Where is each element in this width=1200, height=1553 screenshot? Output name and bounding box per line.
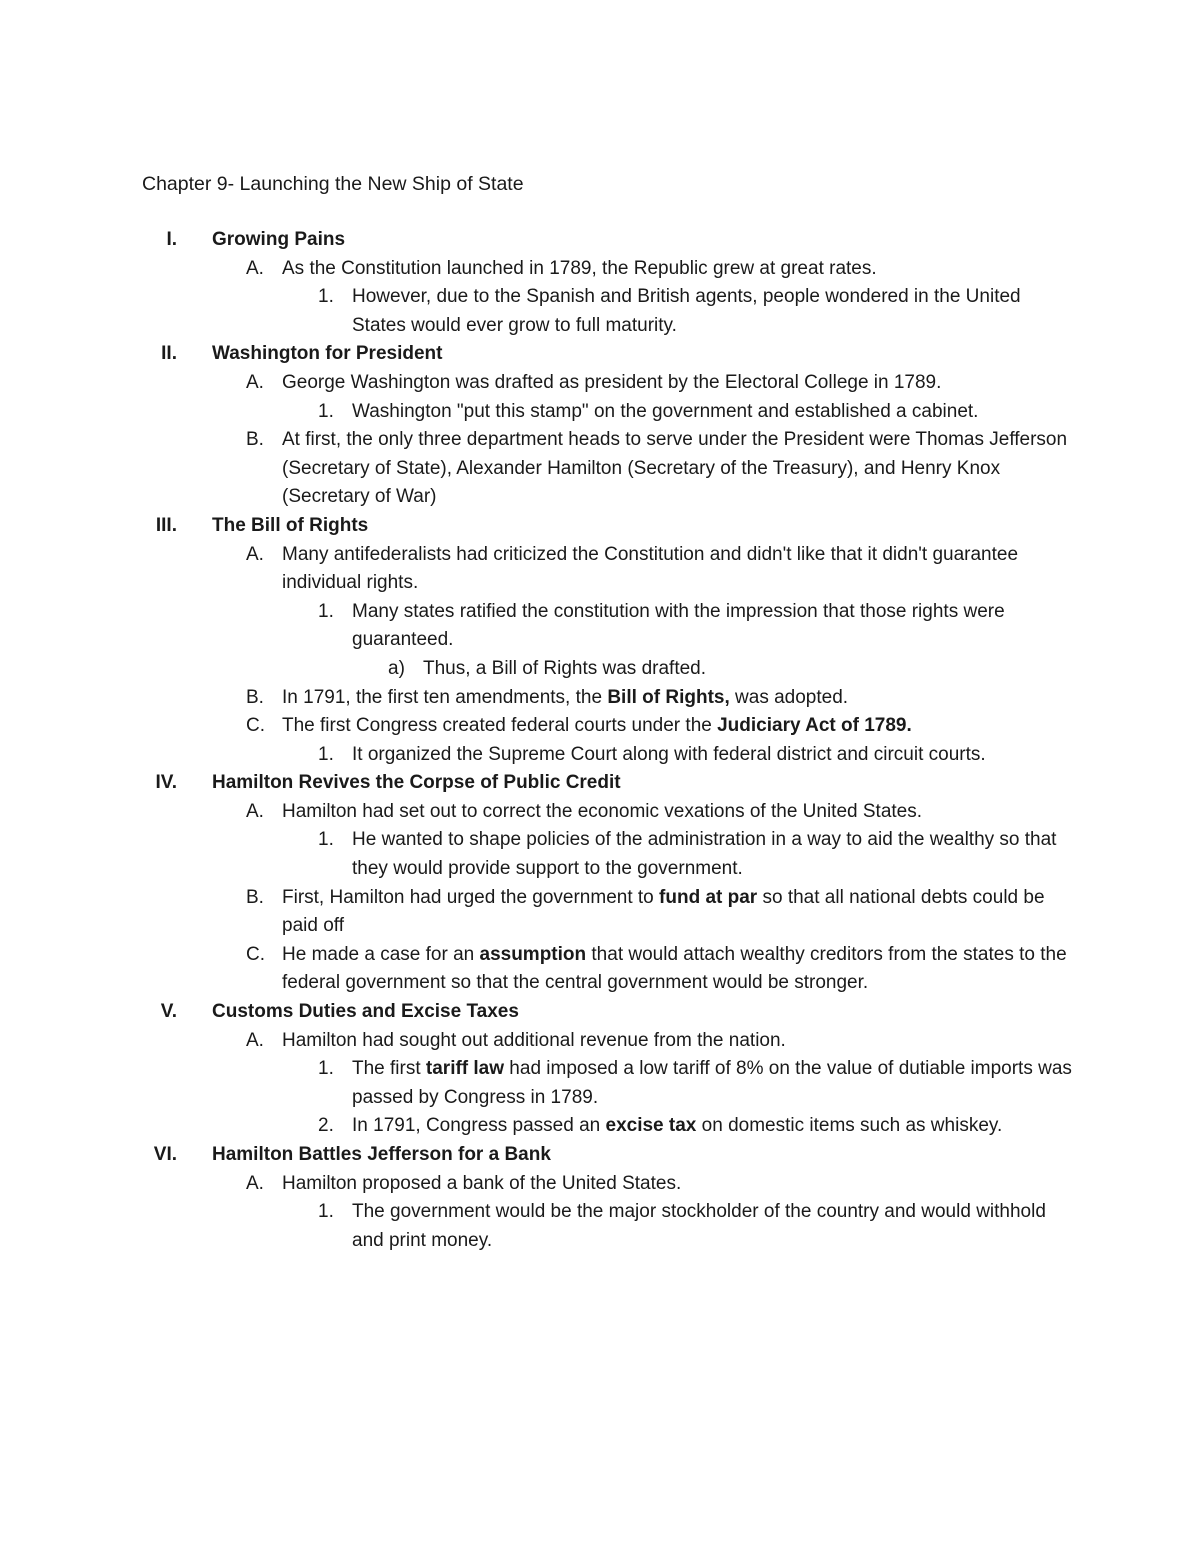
list-marker: 1. xyxy=(318,829,334,851)
text-run: However, due to the Spanish and British agents, people wondered in the United States would ever grow to full maturity. xyxy=(352,286,1021,336)
text-run: was adopted. xyxy=(729,686,849,708)
bold-term: Customs Duties and Excise Taxes xyxy=(212,1001,519,1023)
outline-item xyxy=(0,541,1200,598)
bold-term: excise tax xyxy=(605,1115,697,1137)
item-text xyxy=(352,826,1072,883)
item-text xyxy=(282,684,1082,713)
item-text xyxy=(282,798,1082,827)
item-text xyxy=(282,1027,1082,1056)
outline-item xyxy=(0,369,1200,398)
text-run: so that all national debts could be paid off xyxy=(282,886,1045,937)
text-run: Many states ratified the constitution with the impression that those rights were guaranteed. xyxy=(352,600,1005,651)
text-run: As the Constitution launched in 1789, the Republic grew at great rates. xyxy=(282,257,877,279)
item-text xyxy=(212,512,1200,541)
item-text xyxy=(352,1112,1072,1141)
text-run: In 1791, Congress passed an xyxy=(352,1115,606,1137)
item-text xyxy=(352,1055,1072,1112)
bold-term: Washington for President xyxy=(212,343,443,365)
outline-item xyxy=(0,1198,1200,1255)
item-text xyxy=(282,541,1082,598)
outline-item xyxy=(0,798,1200,827)
text-run: Hamilton proposed a bank of the United States. xyxy=(282,1172,682,1194)
list-marker: A. xyxy=(246,1172,264,1194)
item-text xyxy=(212,998,1200,1027)
list-marker: C. xyxy=(246,943,265,965)
outline xyxy=(0,226,1200,1255)
bold-term: tariff law xyxy=(425,1058,505,1080)
list-marker: 2. xyxy=(318,1115,334,1137)
outline-item xyxy=(0,598,1200,655)
section-heading xyxy=(0,226,1200,255)
text-run: It organized the Supreme Court along with federal district and circuit courts. xyxy=(352,743,986,765)
list-marker: III. xyxy=(155,514,177,536)
list-marker: II. xyxy=(161,343,177,365)
item-text xyxy=(282,255,1082,284)
text-run: The first Congress created federal courts under the xyxy=(282,715,718,737)
text-run: The first xyxy=(352,1058,426,1080)
list-marker: A. xyxy=(246,257,264,279)
section-heading xyxy=(0,340,1200,369)
section-heading xyxy=(0,769,1200,798)
text-run: had imposed a low tariff of 8% on the value of dutiable imports was passed by Congress in 1789. xyxy=(352,1058,1072,1108)
item-text xyxy=(212,340,1200,369)
item-text xyxy=(282,426,1082,512)
bold-term: assumption xyxy=(479,943,587,965)
text-run: The government would be the major stockholder of the country and would withhold and print money. xyxy=(352,1201,1046,1251)
list-marker: 1. xyxy=(318,743,334,765)
item-text xyxy=(352,283,1072,340)
list-marker: a) xyxy=(388,657,405,679)
item-text xyxy=(352,741,1072,770)
list-marker: IV. xyxy=(155,772,177,794)
list-marker: I. xyxy=(166,229,177,250)
outline-item xyxy=(0,941,1200,998)
text-run: At first, the only three department heads to serve under the President were Thomas Jefferson (Secretary of State), Alexander Hamilton (Secretary of the Treasury), and Henry Knox (Secretary of War) xyxy=(282,429,1068,508)
outline-item xyxy=(0,884,1200,941)
list-marker: 1. xyxy=(318,1201,334,1223)
outline-item xyxy=(0,1055,1200,1112)
text-run: He wanted to shape policies of the administration in a way to aid the wealthy so that they would provide support to the government. xyxy=(352,829,1057,880)
outline-item xyxy=(0,655,1200,684)
list-marker: V. xyxy=(160,1001,177,1023)
text-run: on domestic items such as whiskey. xyxy=(696,1115,1003,1137)
list-marker: B. xyxy=(246,429,264,451)
text-run: Many antifederalists had criticized the Constitution and didn't like that it didn't guarantee individual rights. xyxy=(282,543,1019,594)
outline-item xyxy=(0,826,1200,883)
text-run: that would attach wealthy creditors from the states to the federal government so that the central government would be stronger. xyxy=(282,943,1067,994)
section-heading xyxy=(0,998,1200,1027)
section-heading xyxy=(0,512,1200,541)
list-marker: A. xyxy=(246,543,264,565)
outline-item xyxy=(0,283,1200,340)
list-marker: A. xyxy=(246,371,264,393)
item-text xyxy=(282,884,1082,941)
list-marker: A. xyxy=(246,800,264,822)
outline-item xyxy=(0,741,1200,770)
text-run: Hamilton had set out to correct the economic vexations of the United States. xyxy=(282,800,923,822)
text-run: Hamilton had sought out additional revenue from the nation. xyxy=(282,1029,786,1051)
bold-term: Hamilton Revives the Corpse of Public Credit xyxy=(212,772,621,794)
text-run: He made a case for an xyxy=(282,943,480,965)
bold-term: fund at par xyxy=(659,886,758,908)
list-marker: 1. xyxy=(318,286,334,308)
bold-term: Hamilton Battles Jefferson for a Bank xyxy=(212,1144,551,1165)
item-text xyxy=(423,655,1063,684)
outline-item xyxy=(0,1027,1200,1056)
outline-item xyxy=(0,255,1200,284)
item-text xyxy=(282,1170,1082,1199)
text-run: George Washington was drafted as president by the Electoral College in 1789. xyxy=(282,371,942,393)
section-heading xyxy=(0,1141,1200,1170)
item-text xyxy=(352,1198,1072,1255)
text-run: Washington "put this stamp" on the government and established a cabinet. xyxy=(352,400,979,422)
item-text xyxy=(282,369,1082,398)
text-run: In 1791, the first ten amendments, the xyxy=(282,686,608,708)
bold-term: Bill of Rights, xyxy=(607,686,730,708)
item-text xyxy=(212,769,1200,798)
item-text xyxy=(282,941,1082,998)
list-marker: 1. xyxy=(318,1058,334,1080)
list-marker: 1. xyxy=(318,400,334,422)
bold-term: Judiciary Act of 1789. xyxy=(717,715,912,737)
page-title: Chapter 9- Launching the New Ship of State xyxy=(142,173,524,195)
text-run: Thus, a Bill of Rights was drafted. xyxy=(423,657,707,679)
outline-item xyxy=(0,684,1200,713)
outline-item xyxy=(0,1112,1200,1141)
list-marker: C. xyxy=(246,715,265,737)
outline-item xyxy=(0,398,1200,427)
item-text xyxy=(212,1141,1200,1170)
list-marker: B. xyxy=(246,686,264,708)
list-marker: VI. xyxy=(153,1144,177,1165)
list-marker: 1. xyxy=(318,600,334,622)
bold-term: Growing Pains xyxy=(212,229,346,250)
text-run: First, Hamilton had urged the government to xyxy=(282,886,660,908)
outline-item xyxy=(0,1170,1200,1199)
bold-term: The Bill of Rights xyxy=(212,514,369,536)
list-marker: B. xyxy=(246,886,264,908)
list-marker: A. xyxy=(246,1029,264,1051)
item-text xyxy=(352,398,1072,427)
outline-item xyxy=(0,712,1200,741)
item-text xyxy=(352,598,1072,655)
item-text xyxy=(212,226,1200,255)
item-text xyxy=(282,712,1082,741)
outline-item xyxy=(0,426,1200,512)
